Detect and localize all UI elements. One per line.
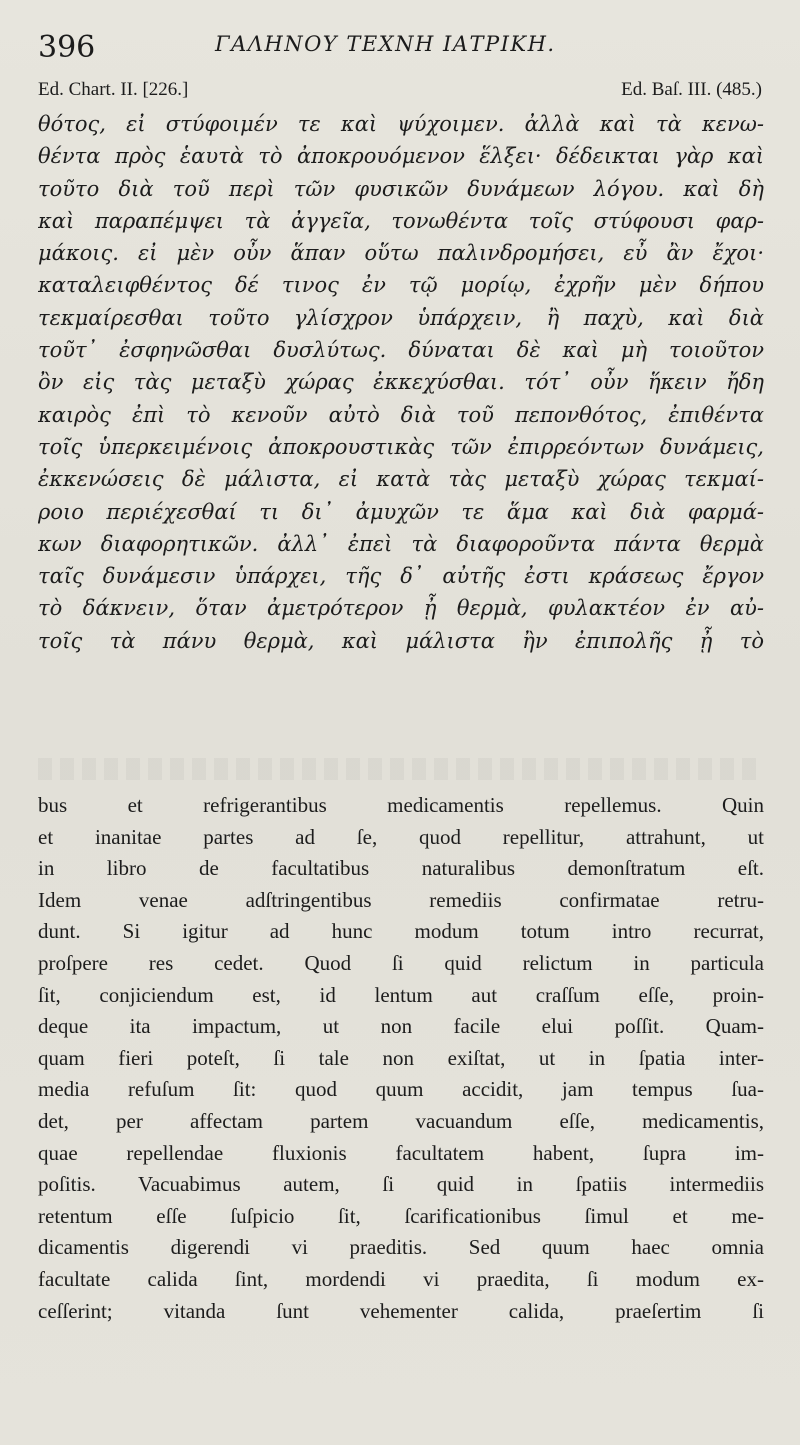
running-title: ΓΑΛΗΝΟΥ ΤΕΧΝΗ ΙΑΤΡΙΚΗ. (215, 32, 556, 56)
latin-text-line: dicamentis digerendi vi praeditis. Sed quum haec omnia (38, 1235, 764, 1260)
latin-text-line: media refuſum ſit: quod quum accidit, jam tempus ſua- (38, 1077, 764, 1102)
greek-text-line: καὶ παραπέμψει τὰ ἀγγεῖα, τονωθέντα τοῖς στύφουσι φαρ- (38, 208, 764, 233)
latin-text-line: proſpere res cedet. Quod ſi quid relictum in particula (38, 950, 764, 975)
latin-text-line: facultate calida ſint, mordendi vi praedita, ſi modum ex- (38, 1266, 764, 1291)
greek-text-line: καταλειφθέντος δέ τινος ἐν τῷ μορίῳ, ἐχρῆν μὲν δήπου (38, 273, 764, 298)
latin-text-line: poſitis. Vacuabimus autem, ſi quid in ſpatiis intermediis (38, 1172, 764, 1197)
greek-text-line: τοῖς τὰ πάνυ θερμὰ, καὶ μάλιστα ἢν ἐπιπολῆς ᾖ τὸ (38, 628, 764, 653)
greek-text-line: τοῦτ᾽ ἐσφηνῶσθαι δυσλύτως. δύναται δὲ καὶ μὴ τοιοῦτον (38, 338, 764, 363)
greek-text-line: θότος, εἰ στύφοιμέν τε καὶ ψύχοιμεν. ἀλλὰ καὶ τὰ κενω- (38, 112, 764, 136)
latin-text-line: bus et refrigerantibus medicamentis repellemus. Quin (38, 793, 764, 817)
greek-text-line: ταῖς δυνάμεσιν ὑπάρχει, τῆς δ᾽ αὐτῆς ἐστι κράσεως ἔργον (38, 564, 764, 589)
page-number: 396 (38, 30, 96, 65)
greek-text-line: θέντα πρὸς ἑαυτὰ τὸ ἀποκρουόμενον ἕλξει· δέδεικται γὰρ καὶ (38, 144, 764, 169)
edition-reference-right: Ed. Baſ. III. (485.) (621, 79, 762, 100)
latin-text-line: deque ita impactum, ut non facile elui poſſit. Quam- (38, 1014, 764, 1039)
latin-text-line: retentum eſſe ſuſpicio ſit, ſcarificationibus ſimul et me- (38, 1203, 764, 1228)
greek-text-line: κων διαφορητικῶν. ἀλλ᾽ ἐπεὶ τὰ διαφοροῦντα πάντα θερμὰ (38, 531, 764, 556)
greek-text-line: τοῦτο διὰ τοῦ περὶ τῶν φυσικῶν δυνάμεων λόγου. καὶ δὴ (38, 176, 764, 201)
latin-text-line: in libro de facultatibus naturalibus demonſtratum eſt. (38, 856, 764, 881)
latin-text-line: quae repellendae fluxionis facultatem habent, ſupra im- (38, 1140, 764, 1165)
greek-text-line: ροιο περιέχεσθαί τι δι᾽ ἀμυχῶν τε ἅμα καὶ διὰ φαρμά- (38, 499, 764, 524)
latin-text-line: ſit, conjiciendum est, id lentum aut craſſum eſſe, proin- (38, 982, 764, 1007)
latin-text-line: Idem venae adſtringentibus remediis confirmatae retru- (38, 887, 764, 912)
greek-text-block (38, 108, 764, 657)
latin-text-line: quam fieri poteſt, ſi tale non exiſtat, ut in ſpatia inter- (38, 1045, 764, 1070)
latin-text-line: dunt. Si igitur ad hunc modum totum intro recurrat, (38, 919, 764, 944)
greek-text-line: καιρὸς ἐπὶ τὸ κενοῦν αὐτὸ διὰ τοῦ πεπονθότος, ἐπιθέντα (38, 402, 764, 427)
greek-text-line: ἐκκενώσεις δὲ μάλιστα, εἰ κατὰ τὰς μεταξὺ χώρας τεκμαί- (38, 467, 764, 492)
edition-reference-left: Ed. Chart. II. [226.] (38, 79, 189, 100)
latin-text-line: det, per affectam partem vacuandum eſſe, medicamentis, (38, 1108, 764, 1133)
greek-text-line: τεκμαίρεσθαι τοῦτο γλίσχρον ὑπάρχειν, ἢ παχὺ, καὶ διὰ (38, 305, 764, 330)
latin-text-block (38, 790, 764, 1327)
greek-text-line: τὸ δάκνειν, ὅταν ἀμετρότερον ᾖ θερμὰ, φυλακτέον ἐν αὐ- (38, 596, 764, 621)
greek-text-line: ὂν εἰς τὰς μεταξὺ χώρας ἐκκεχύσθαι. τότ᾽ οὖν ἥκειν ἤδη (38, 370, 764, 395)
greek-text-line: τοῖς ὑπερκειμένοις ἀποκρουστικὰς τῶν ἐπιρρεόντων δυνάμεις, (38, 434, 764, 459)
latin-text-line: ceſſerint; vitanda ſunt vehementer calida, praeſertim ſi (38, 1298, 764, 1323)
latin-text-line: et inanitae partes ad ſe, quod repellitur, attrahunt, ut (38, 824, 764, 849)
greek-text-line: μάκοις. εἰ μὲν οὖν ἅπαν οὕτω παλινδρομήσει, εὖ ἂν ἔχοι· (38, 241, 764, 266)
show-through-ghost-line (38, 758, 764, 780)
